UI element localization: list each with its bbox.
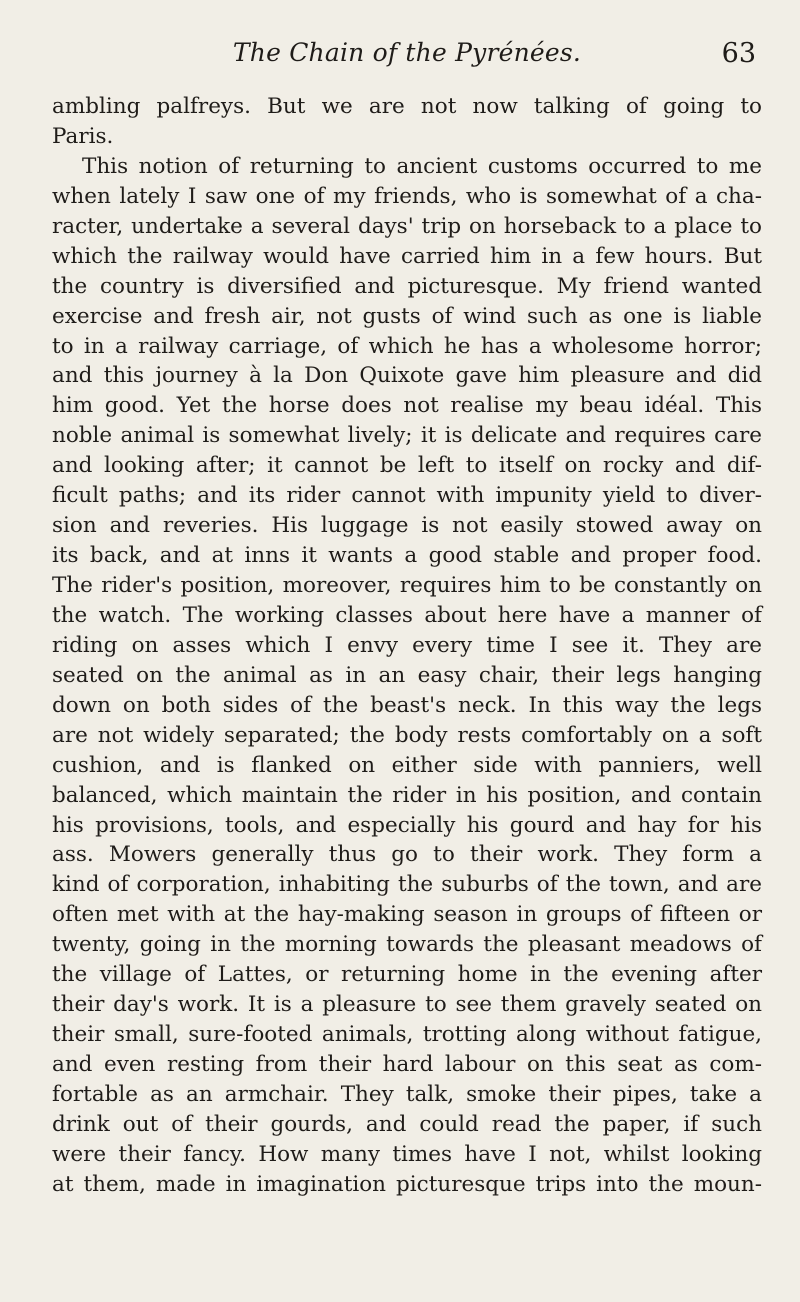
text-line: ass. Mowers generally thus go to their work. They form a xyxy=(52,842,762,868)
text-line: were their fancy. How many times have I not, whilst looking xyxy=(52,1141,762,1167)
text-line: at them, made in imagination picturesque trips into the moun- xyxy=(52,1171,762,1197)
text-line: the country is diversified and picturesque. My friend wanted xyxy=(52,273,762,299)
text-line: often met with at the hay-making season in groups of fifteen or xyxy=(52,902,762,928)
text-line: are not widely separated; the body rests comfortably on a soft xyxy=(52,722,762,748)
text-line: their small, sure-footed animals, trotting along without fatigue, xyxy=(52,1022,762,1048)
text-line: to in a railway carriage, of which he has a wholesome horror; xyxy=(52,333,762,359)
text-line: down on both sides of the beast's neck. In this way the legs xyxy=(52,692,762,718)
text-line: its back, and at inns it wants a good stable and proper food. xyxy=(52,543,762,569)
text-line: and this journey à la Don Quixote gave him pleasure and did xyxy=(52,363,762,389)
text-line: the watch. The working classes about here have a manner of xyxy=(52,602,762,628)
text-line: and even resting from their hard labour on this seat as com- xyxy=(52,1052,762,1077)
text-line: cushion, and is flanked on either side with panniers, well xyxy=(52,752,762,778)
text-line: exercise and fresh air, not gusts of wind such as one is liable xyxy=(52,303,762,329)
book-page xyxy=(52,0,762,1302)
text-line: noble animal is somewhat lively; it is delicate and requires care xyxy=(52,423,762,449)
text-line: The rider's position, moreover, requires him to be constantly on xyxy=(52,573,762,598)
text-line: balanced, which maintain the rider in his position, and contain xyxy=(52,782,762,808)
text-line: twenty, going in the morning towards the pleasant meadows of xyxy=(52,932,762,958)
text-line: sion and reveries. His luggage is not easily stowed away on xyxy=(52,513,762,539)
text-line: when lately I saw one of my friends, who is somewhat of a cha- xyxy=(52,183,762,209)
text-line: which the railway would have carried him in a few hours. But xyxy=(52,243,762,269)
text-line: riding on asses which I envy every time I see it. They are xyxy=(52,632,762,658)
running-title: The Chain of the Pyrénées. xyxy=(232,38,582,67)
text-line: seated on the animal as in an easy chair, their legs hanging xyxy=(52,662,762,688)
body-text xyxy=(52,92,762,1200)
text-line: the village of Lattes, or returning home in the evening after xyxy=(52,962,762,988)
text-line: him good. Yet the horse does not realise my beau idéal. This xyxy=(52,393,762,419)
page-header xyxy=(52,38,762,78)
text-line: Paris. xyxy=(52,123,114,149)
text-line: This notion of returning to ancient customs occurred to me xyxy=(82,153,762,179)
page-number: 63 xyxy=(721,38,756,69)
text-line: fortable as an armchair. They talk, smoke their pipes, take a xyxy=(52,1081,762,1107)
text-line: their day's work. It is a pleasure to see them gravely seated on xyxy=(52,992,762,1018)
text-line: drink out of their gourds, and could read the paper, if such xyxy=(52,1111,762,1137)
text-line: racter, undertake a several days' trip on horseback to a place to xyxy=(52,213,762,239)
text-line: and looking after; it cannot be left to itself on rocky and dif- xyxy=(52,453,762,479)
text-line: ambling palfreys. But we are not now talking of going to xyxy=(52,94,762,119)
text-line: kind of corporation, inhabiting the suburbs of the town, and are xyxy=(52,872,762,898)
text-line: his provisions, tools, and especially his gourd and hay for his xyxy=(52,812,762,838)
text-line: ficult paths; and its rider cannot with impunity yield to diver- xyxy=(52,483,762,509)
